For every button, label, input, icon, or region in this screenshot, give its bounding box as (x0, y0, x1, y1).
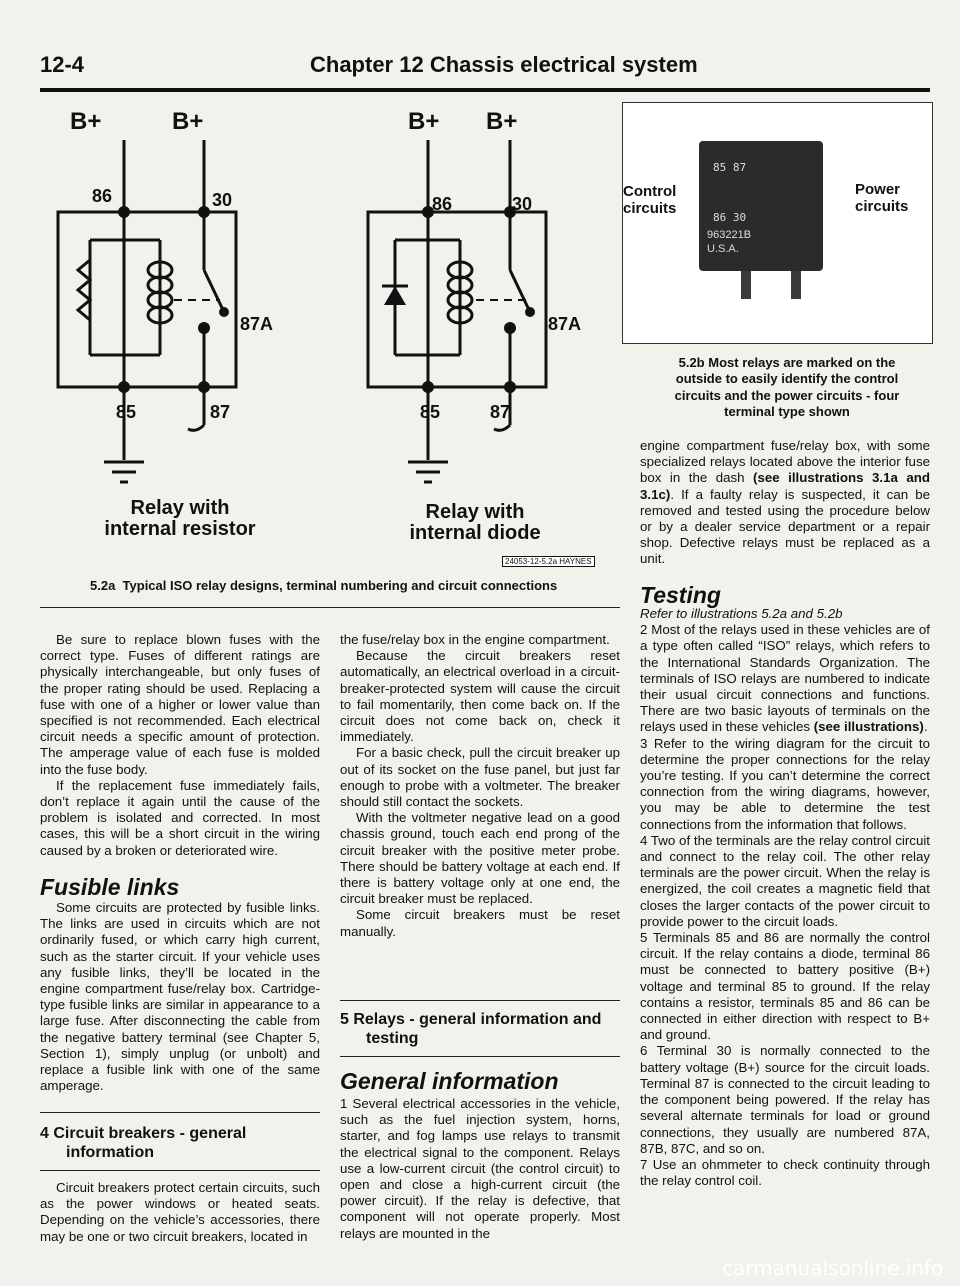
right-terminal-87a: 87A (548, 314, 582, 334)
paragraph: Be sure to replace blown fuses with the correct type. Fuses of different ratings are physically interchangeable, but only fuses of the proper rating should be used. Replacing a fuse with one of a higher or lower value than specified is not recommended. Each electrical circuit needs a specific amount of protection. The amperage value of each fuse is molded into the fuse body. (40, 632, 320, 777)
section-rule (340, 1056, 620, 1057)
column-1-c (40, 1180, 320, 1245)
figure-5-2a-caption: 5.2a Typical ISO relay designs, terminal numbering and circuit connections (90, 578, 558, 593)
figure-tag: 24053-12-5.2a HAYNES (502, 556, 595, 567)
relay-pins-top: 85 87 (713, 161, 747, 174)
column-1-b (40, 900, 320, 1094)
left-terminal-86: 86 (92, 186, 113, 206)
watermark-link[interactable]: carmanualsonline.info (722, 1256, 944, 1280)
column-1 (40, 632, 320, 859)
section-rule (340, 1000, 620, 1001)
column-3 (640, 438, 930, 568)
heading-fusible-links: Fusible links (40, 874, 180, 900)
right-terminal-85: 85 (420, 402, 441, 422)
paragraph: 4 Two of the terminals are the relay control circuit and connect to the relay coil. The other relay terminals are the power circuit. When the relay is energized, the coil creates a magnetic field that closes the larger contacts of the power circuit to provide power to the circuit loads. (640, 832, 930, 929)
heading-testing: Testing (640, 582, 721, 608)
left-terminal-30: 30 (212, 190, 233, 210)
left-terminal-85: 85 (116, 402, 137, 422)
relay-pin (791, 271, 801, 299)
page-number: 12-4 (40, 52, 85, 77)
relay-pins-bottom: 86 30 (713, 211, 747, 224)
paragraph: 5 Terminals 85 and 86 are normally the control circuit. If the relay contains a diode, terminal 86 must be connected to battery positive (B+) voltage and terminal 85 to ground. If the relay contains a resistor, terminals 85 and 86 can be connected in either direction with respect to B+ and ground. (640, 930, 930, 1043)
right-bplus-1: B+ (408, 108, 440, 135)
paragraph: 7 Use an ohmmeter to check continuity through the relay control coil. (640, 1156, 930, 1189)
section-rule (40, 1170, 320, 1171)
header-rule (40, 88, 930, 92)
paragraph: For a basic check, pull the circuit breaker up out of its socket on the fuse panel, but just far enough to probe with a voltmeter. The breaker should still contact the sockets. (340, 745, 620, 810)
paragraph: With the voltmeter negative lead on a good chassis ground, touch each end prong of the circuit breaker with the positive meter probe. There should be battery voltage at each end. If there is battery voltage only at one end, the circuit breaker must be replaced. (340, 810, 620, 907)
section-rule (40, 1112, 320, 1113)
right-terminal-30: 30 (512, 194, 533, 214)
refer-line: Refer to illustrations 5.2a and 5.2b (640, 606, 843, 621)
left-terminal-87: 87 (210, 402, 231, 422)
left-bplus-2: B+ (172, 108, 204, 135)
right-terminal-86: 86 (432, 194, 453, 214)
relay-photo (699, 141, 823, 271)
paragraph: Because the circuit breakers reset automatically, an electrical overload in a circuit-breaker-protected system will cause the circuit to fail momentarily, then come back on. If the circuit does not come back on, check it immediately. (340, 648, 620, 745)
relay-photo-frame (622, 102, 933, 344)
power-circuits-label: Power circuits (855, 181, 909, 215)
figure-rule (40, 607, 620, 608)
left-bplus-1: B+ (70, 108, 102, 135)
relay-part-number: 963221B (707, 229, 752, 241)
figure-5-2b-caption: 5.2b Most relays are marked on the outside to easily identify the control circuits and the power circuits - four terminal type shown (674, 355, 900, 419)
heading-section-5: 5 Relays - general information and testing (340, 1011, 602, 1047)
paragraph: Some circuit breakers must be reset manually. (340, 907, 620, 939)
paragraph: 6 Terminal 30 is normally connected to the battery voltage (B+) source for the circuit loads. Terminal 87 is connected to the circuit leading to the component being powered. If the relay has several alternate terminals for load or ground connections, they usually are numbered 87A, 87B, 87C, and so on. (640, 1043, 930, 1156)
right-relay-label: Relay with internal diode (409, 501, 541, 544)
right-terminal-87: 87 (490, 402, 511, 422)
paragraph: the fuse/relay box in the engine compartment. (340, 632, 610, 647)
paragraph: If the replacement fuse immediately fails, don’t replace it again until the cause of the problem is isolated and corrected. In most cases, this will be a short circuit in the wiring caused by a broken or deteriorated wire. (40, 777, 320, 858)
control-circuits-label: Control circuits (623, 183, 677, 217)
heading-section-4: 4 Circuit breakers - general information (40, 1125, 247, 1161)
relay-origin: U.S.A. (707, 243, 739, 255)
heading-general-information: General information (340, 1068, 559, 1094)
chapter-title: Chapter 12 Chassis electrical system (310, 52, 698, 77)
paragraph: engine compartment fuse/relay box, with some specialized relays located above the interior fuse box in the dash (see illustrations 3.1a and 3.1c). If a faulty relay is suspected, it can be removed and tested using the procedure below or by a dealer service department or a repair shop. Defective relays must be replaced as a unit. (640, 438, 930, 567)
paragraph: 3 Refer to the wiring diagram for the circuit to determine the proper connections for the relay you’re testing. If you can’t determine the correct connection from the wiring diagrams, however, you may be able to determine the test connections from the information that follows. (640, 735, 930, 832)
paragraph: Some circuits are protected by fusible links. The links are used in circuits which are not ordinarily fused, or which carry high current, such as the starter circuit. If your vehicle uses any fusible links, they’ll be located in the engine compartment fuse/relay box. Cartridge-type fusible links are similar in appearance to a large fuse. After disconnecting the cable from the negative battery terminal (see Chapter 5, Section 1), simply unplug (or unbolt) and replace a fusible link with one of the same amperage. (40, 900, 320, 1094)
left-terminal-87a: 87A (240, 314, 274, 334)
column-2-b (340, 1096, 620, 1242)
paragraph: 2 Most of the relays used in these vehicles are of a type often called “ISO” relays, which refers to the International Standards Organization. The terminals of ISO relays are numbered to indicate their usual circuit connections and functions. There are two basic layouts of terminals on the relays used in these vehicles (see illustrations). (640, 622, 930, 735)
relay-pin (741, 271, 751, 299)
paragraph: Circuit breakers protect certain circuits, such as the power windows or heated seats. Depending on the vehicle’s accessories, there may be one or two circuit breakers, located in (40, 1180, 320, 1244)
column-2 (340, 632, 620, 940)
paragraph: 1 Several electrical accessories in the vehicle, such as the fuel injection system, horns, starter, and fog lamps use relays to transmit the electrical signal to the component. Relays use a low-current circuit (the control circuit) to open and close a high-current circuit (the power circuit). If the relay is defective, that component will not operate properly. Most relays are mounted in the (340, 1096, 620, 1241)
column-3-b (640, 606, 930, 1189)
left-relay-label: Relay with internal resistor (104, 497, 256, 540)
right-bplus-2: B+ (486, 108, 518, 135)
